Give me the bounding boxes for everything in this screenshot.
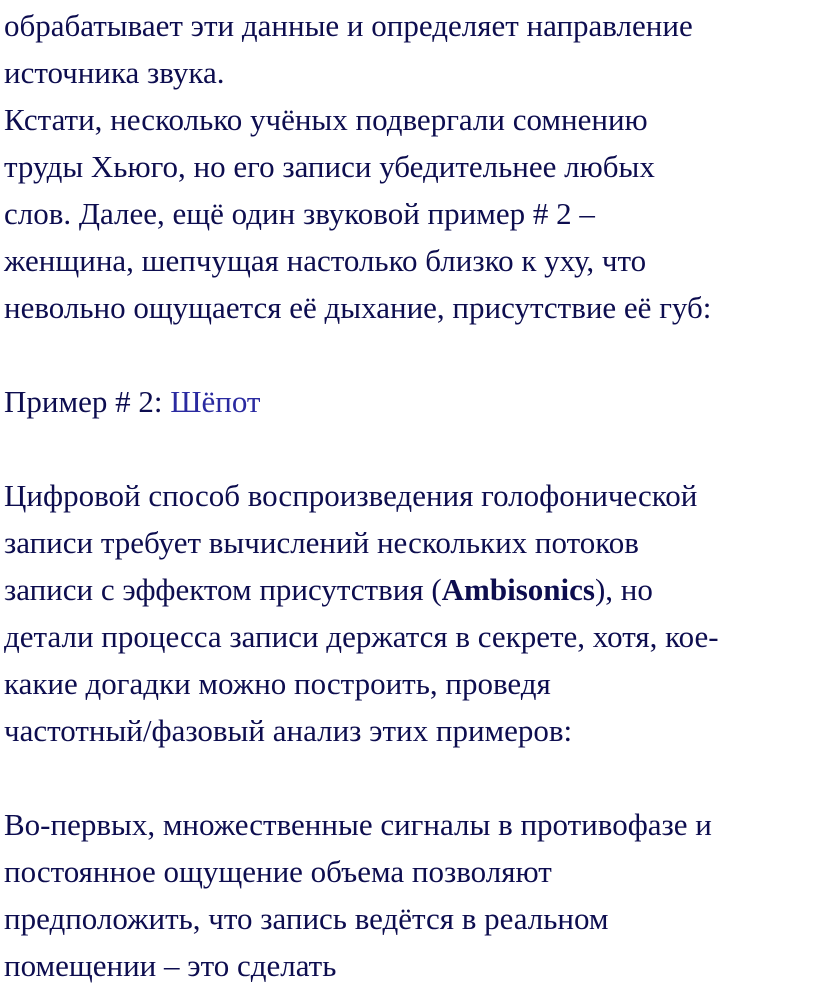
example-link[interactable]: Шёпот	[170, 384, 261, 419]
paragraph-gap	[4, 331, 814, 378]
document-page	[4, 0, 814, 989]
example-prefix: Пример # 2:	[4, 384, 171, 419]
example-line	[4, 378, 814, 425]
text-line: невольно ощущается её дыхание, присутствие её губ:	[4, 290, 712, 325]
text-line: Цифровой способ воспроизведения голофонической	[4, 478, 698, 513]
ambisonics-term: Ambisonics	[441, 572, 595, 607]
text-line: детали процесса записи держатся в секрете, хотя, кое-	[4, 619, 719, 654]
text-line: какие догадки можно построить, проведя	[4, 666, 551, 701]
paragraph-gap	[4, 754, 814, 801]
text-line: Во-первых, множественные сигналы в противофазе и	[4, 807, 712, 842]
text-line: женщина, шепчущая настолько близко к уху, что	[4, 243, 647, 278]
text-line: обрабатывает эти данные и определяет направление	[4, 8, 693, 43]
text-line: предположить, что запись ведётся в реальном	[4, 901, 609, 936]
text-span: ), но	[594, 572, 653, 607]
text-line: постоянное ощущение объема позволяют	[4, 854, 552, 889]
paragraph-gap	[4, 425, 814, 472]
text-line	[4, 566, 814, 613]
text-line: Кстати, несколько учёных подвергали сомнению	[4, 102, 648, 137]
text-line: помещении – это сделать	[4, 948, 337, 983]
text-span: записи с эффектом присутствия (	[4, 572, 442, 607]
text-line: источника звука.	[4, 55, 225, 90]
text-line: записи требует вычислений нескольких потоков	[4, 525, 639, 560]
text-line: слов. Далее, ещё один звуковой пример # 2 –	[4, 196, 595, 231]
text-line: труды Хьюго, но его записи убедительнее любых	[4, 149, 655, 184]
text-line: частотный/фазовый анализ этих примеров:	[4, 713, 573, 748]
